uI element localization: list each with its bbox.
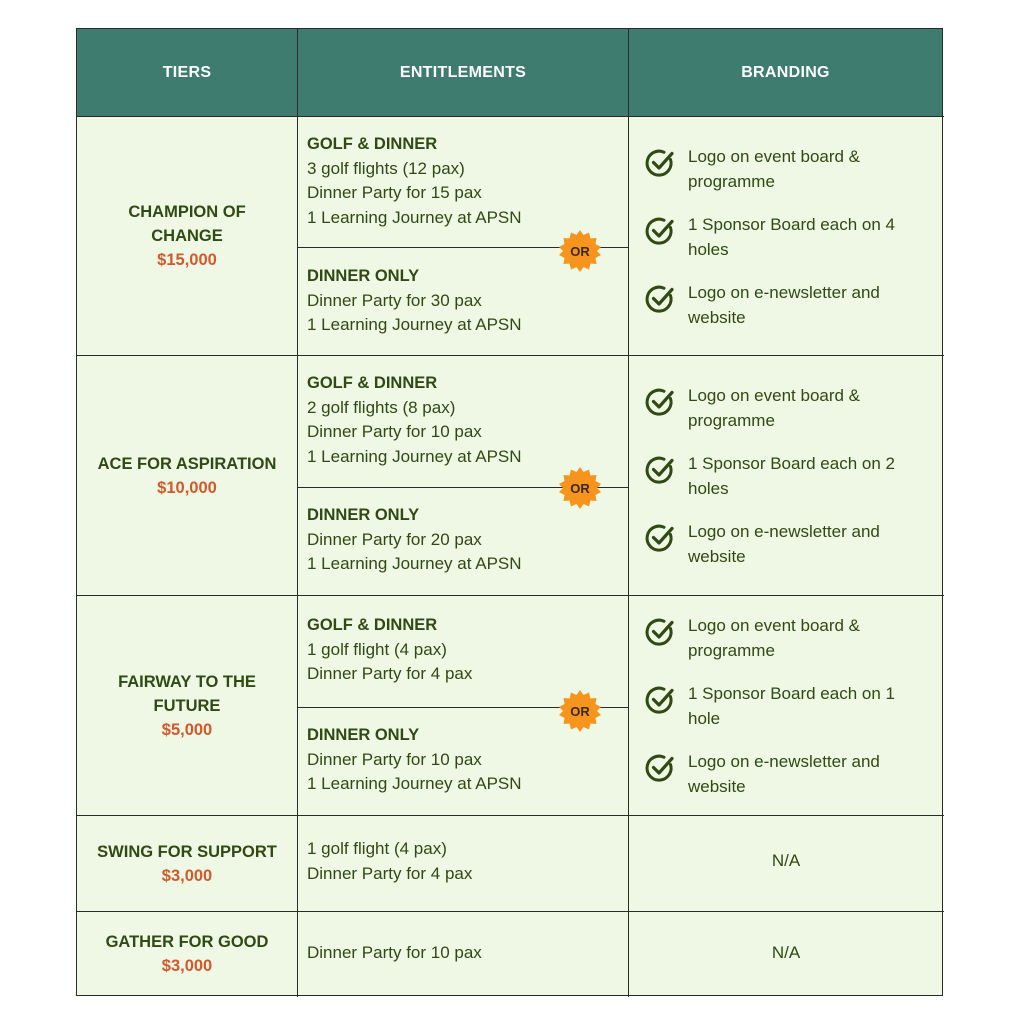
header-entitlements: ENTITLEMENTS — [298, 29, 628, 117]
branding-line: holes — [688, 479, 729, 498]
branding-item — [644, 613, 934, 663]
or-label: OR — [570, 243, 590, 259]
circle-check-icon — [644, 283, 676, 315]
branding-line: Logo on e-newsletter and — [688, 283, 880, 302]
column-divider — [297, 29, 298, 997]
tier-swing-for-support — [77, 816, 297, 911]
or-badge — [558, 689, 602, 733]
branding-line: Logo on e-newsletter and — [688, 752, 880, 771]
or-label: OR — [570, 480, 590, 496]
branding-item — [644, 383, 934, 433]
branding-item — [644, 749, 934, 799]
branding-item — [644, 144, 934, 194]
branding-line: programme — [688, 172, 775, 191]
entitlement-list — [307, 837, 627, 886]
branding-line: website — [688, 308, 746, 327]
branding-na: N/A — [771, 943, 801, 962]
tier-price: $5,000 — [161, 720, 213, 739]
tier-price: $3,000 — [161, 957, 213, 975]
header-tiers: TIERS — [77, 29, 297, 117]
branding-line: website — [688, 777, 746, 796]
entitlement-line: Dinner Party for 4 pax — [307, 863, 473, 883]
entitlement-line: Dinner Party for 10 pax — [307, 943, 482, 962]
option-golf-dinner — [307, 132, 627, 230]
option-title: GOLF & DINNER — [307, 374, 438, 392]
entitlement-line: Dinner Party for 10 pax — [307, 422, 482, 441]
tier-price: $15,000 — [157, 251, 217, 269]
option-title: DINNER ONLY — [307, 267, 420, 285]
option-golf-dinner — [307, 371, 627, 469]
circle-check-icon — [644, 684, 676, 716]
option-dinner-only — [307, 264, 627, 338]
branding-line: programme — [688, 411, 775, 430]
option-title: DINNER ONLY — [307, 726, 420, 744]
entitlement-line: 2 golf flights (8 pax) — [307, 397, 456, 417]
tier-name: GATHER FOR GOOD — [105, 933, 269, 951]
or-badge — [558, 229, 602, 273]
branding-item — [644, 212, 934, 262]
option-dinner-only — [307, 723, 627, 797]
entitlement-line: Dinner Party for 4 pax — [307, 664, 473, 683]
entitlement-line: 1 Learning Journey at APSN — [307, 446, 522, 466]
or-badge — [558, 466, 602, 510]
entitlement-line: Dinner Party for 30 pax — [307, 290, 482, 310]
circle-check-icon — [644, 386, 676, 418]
tier-name: FAIRWAY TO THE — [118, 672, 256, 691]
branding-line: 1 Sponsor Board each on 2 — [688, 454, 895, 473]
circle-check-icon — [644, 147, 676, 179]
entitlement-line: Dinner Party for 15 pax — [307, 183, 482, 202]
entitlement-line: Dinner Party for 10 pax — [307, 749, 482, 769]
entitlement-line: 3 golf flights (12 pax) — [307, 158, 465, 178]
entitlement-line: 1 Learning Journey at APSN — [307, 774, 522, 793]
branding-na: N/A — [771, 851, 801, 870]
entitlement-list — [307, 941, 627, 966]
branding-line: website — [688, 547, 746, 566]
or-label: OR — [570, 703, 590, 719]
option-title: GOLF & DINNER — [307, 616, 438, 634]
tier-name: ACE FOR ASPIRATION — [97, 454, 277, 473]
branding-item — [644, 681, 934, 731]
option-dinner-only — [307, 503, 627, 577]
tier-price: $3,000 — [161, 866, 213, 885]
circle-check-icon — [644, 215, 676, 247]
branding-line: programme — [688, 641, 775, 660]
branding-line: Logo on event board & — [688, 616, 861, 635]
branding-item — [644, 280, 934, 330]
circle-check-icon — [644, 454, 676, 486]
option-golf-dinner — [307, 613, 627, 687]
entitlement-line: 1 Learning Journey at APSN — [307, 315, 522, 334]
entitlement-line: Dinner Party for 20 pax — [307, 529, 482, 549]
tier-fairway-to-the-future — [77, 596, 297, 815]
circle-check-icon — [644, 616, 676, 648]
branding-line: Logo on e-newsletter and — [688, 522, 880, 541]
branding-line: 1 Sponsor Board each on 4 — [688, 215, 895, 234]
option-title: GOLF & DINNER — [307, 135, 438, 153]
option-title: DINNER ONLY — [307, 506, 420, 524]
entitlement-line: 1 Learning Journey at APSN — [307, 207, 522, 227]
tier-ace-for-aspiration — [77, 356, 297, 595]
tier-name: CHAMPION OF — [128, 203, 246, 221]
tier-price: $10,000 — [157, 478, 217, 497]
branding-line: holes — [688, 240, 729, 259]
tier-name: FUTURE — [153, 696, 221, 715]
branding-item — [644, 519, 934, 569]
branding-line: Logo on event board & — [688, 386, 861, 405]
tier-gather-for-good — [77, 912, 297, 996]
branding-line: Logo on event board & — [688, 147, 861, 166]
branding-line: hole — [688, 709, 721, 728]
entitlement-line: 1 Learning Journey at APSN — [307, 554, 522, 573]
circle-check-icon — [644, 752, 676, 784]
tier-champion-of-change — [77, 117, 297, 355]
sponsorship-tiers-table — [76, 28, 943, 996]
branding-line: 1 Sponsor Board each on 1 — [688, 684, 895, 703]
tier-name: SWING FOR SUPPORT — [97, 842, 277, 861]
entitlement-line: 1 golf flight (4 pax) — [307, 839, 447, 858]
branding-item — [644, 451, 934, 501]
entitlement-line: 1 golf flight (4 pax) — [307, 639, 447, 659]
tier-name: CHANGE — [151, 227, 223, 245]
header-branding: BRANDING — [629, 29, 942, 117]
circle-check-icon — [644, 522, 676, 554]
